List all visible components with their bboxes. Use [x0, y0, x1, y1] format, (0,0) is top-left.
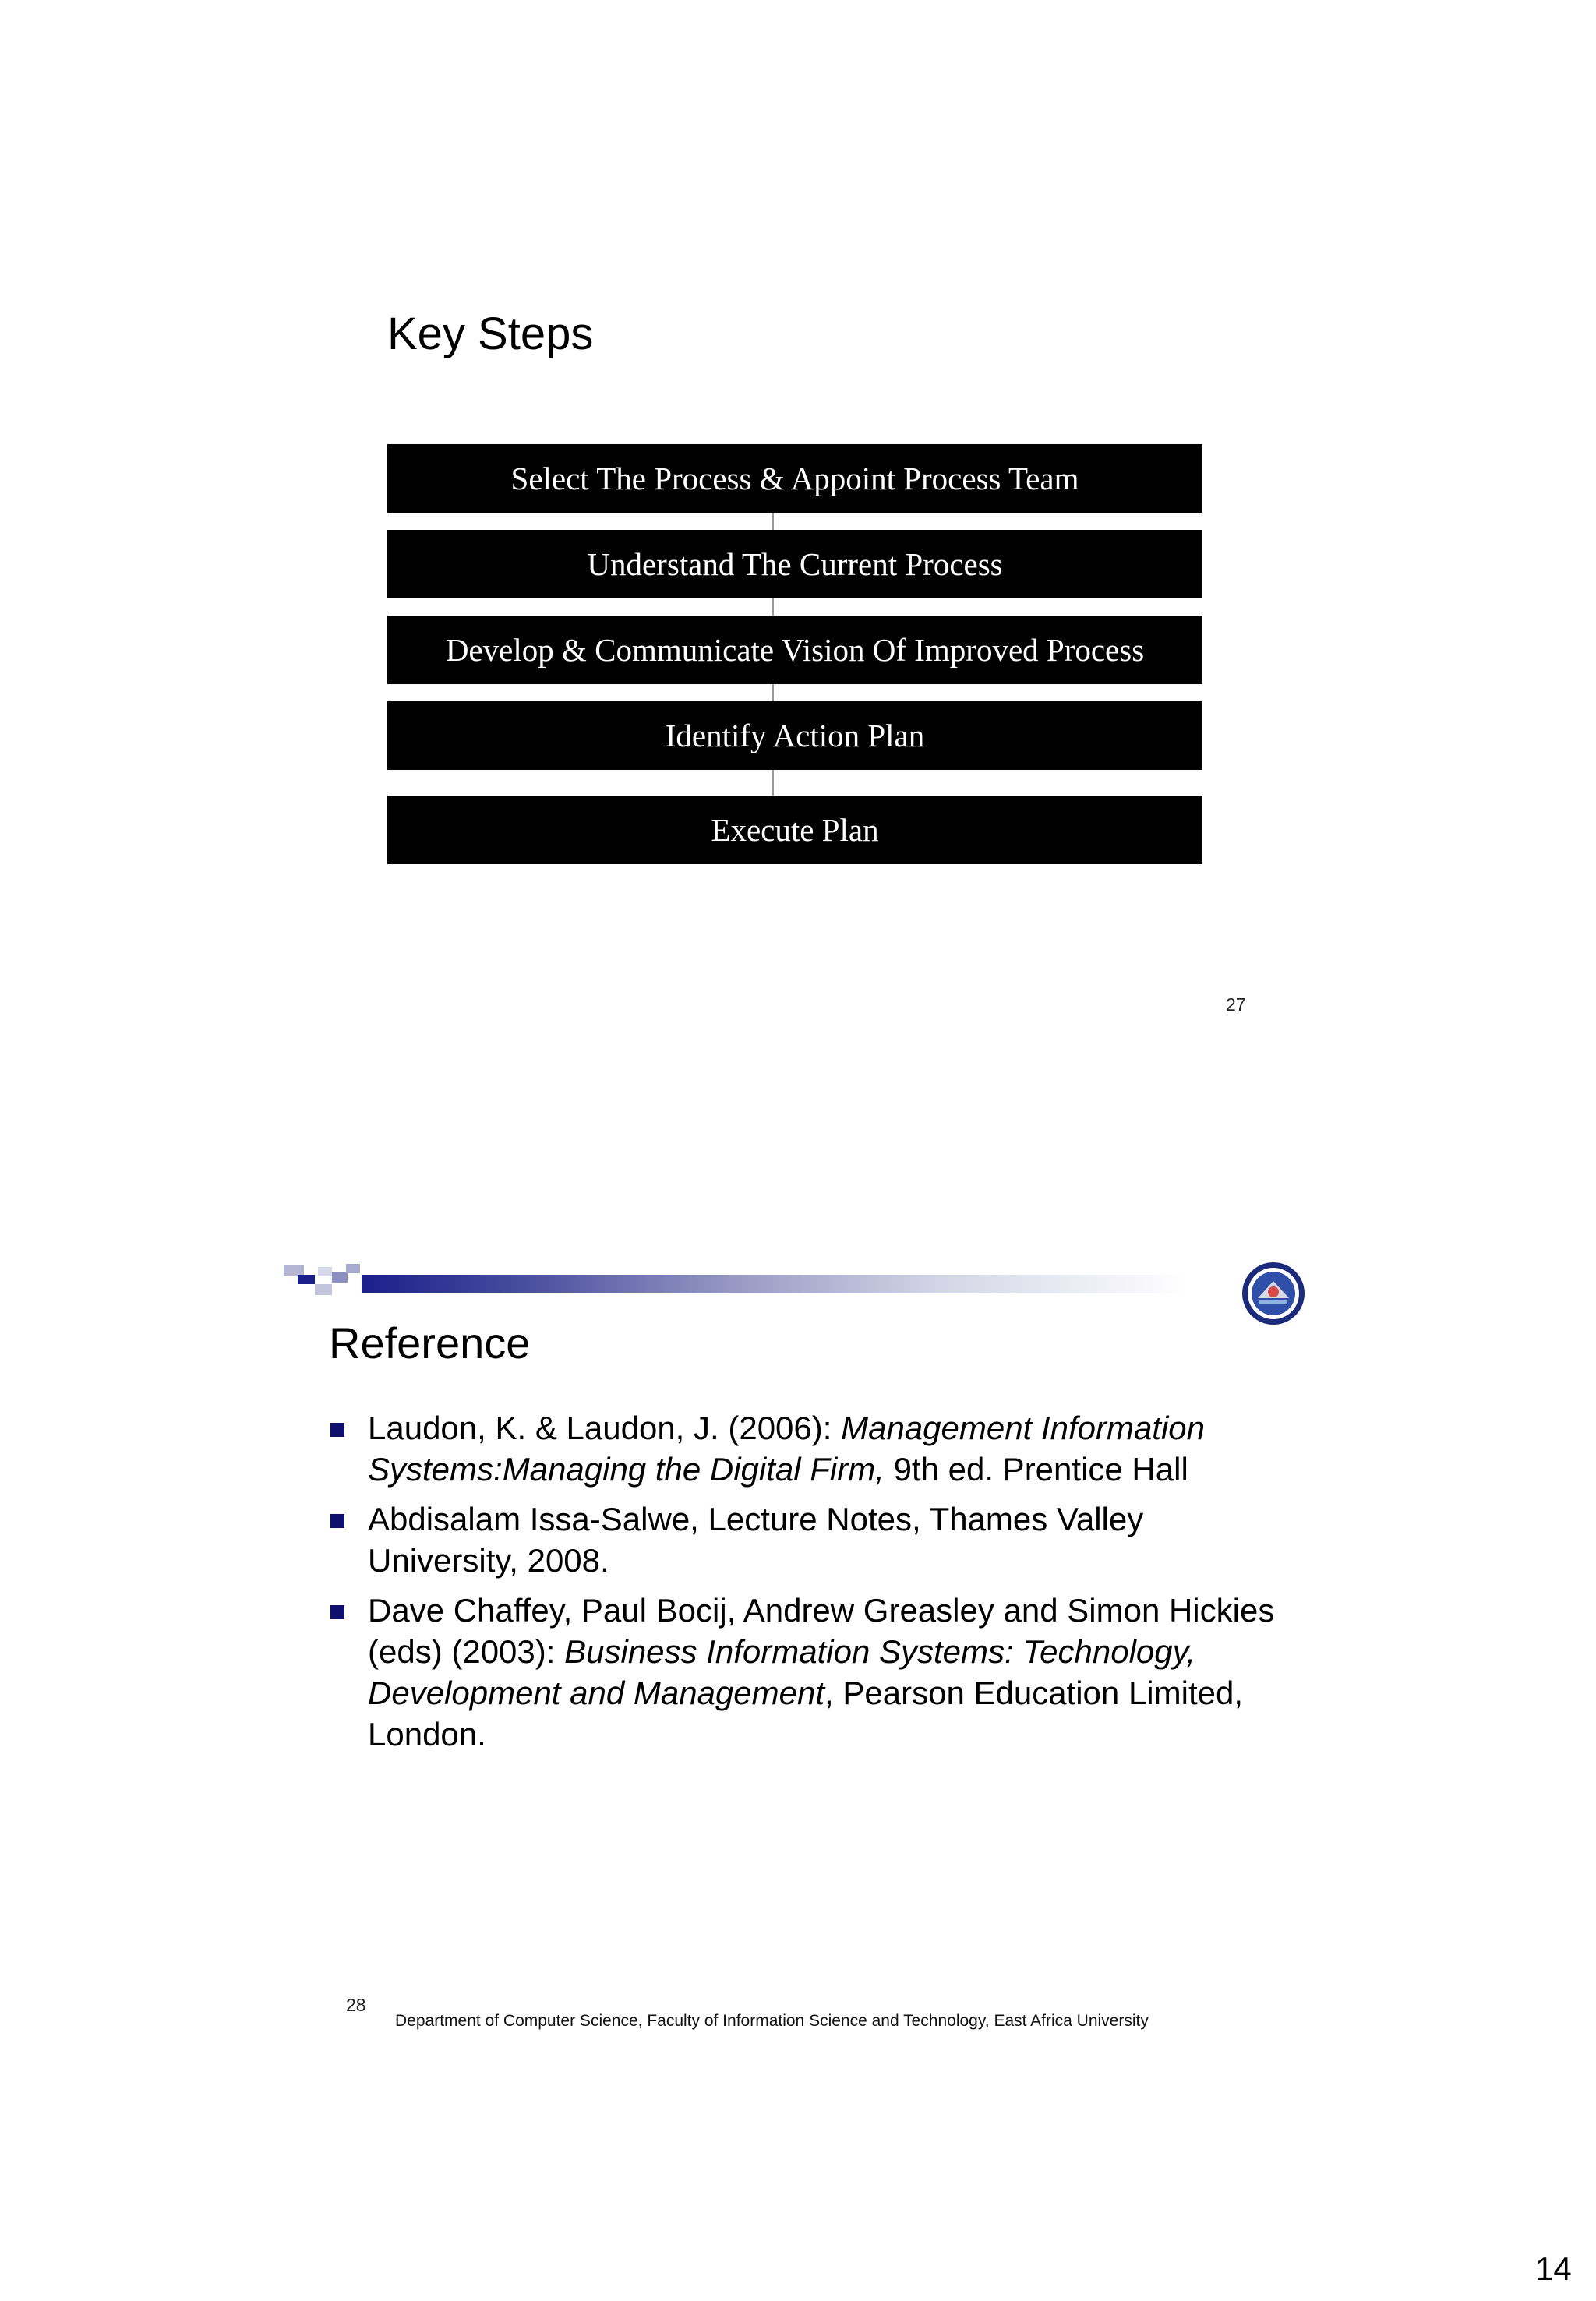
reference-list	[329, 1407, 1287, 1763]
reference-item	[329, 1407, 1287, 1490]
slide-page-number: 28	[346, 1995, 366, 2015]
banner-pixel	[332, 1272, 348, 1283]
square-bullet-icon	[330, 1605, 344, 1619]
step-box-1: Select The Process & Appoint Process Team	[387, 444, 1202, 513]
reference-item	[329, 1590, 1287, 1755]
reference-text-normal: Dave Chaffey, Paul Bocij, Andrew Greasley and Simon Hickies (eds) (2003):	[368, 1592, 1275, 1670]
step-box-5: Execute Plan	[387, 796, 1202, 864]
university-seal-icon	[1241, 1261, 1306, 1326]
slide-title-reference: Reference	[329, 1318, 531, 1368]
step-box-4: Identify Action Plan	[387, 701, 1202, 770]
reference-text-normal: , Pearson Education Limited, London.	[368, 1675, 1244, 1752]
reference-text-italic: Business Information Systems: Technology, Development and Management	[368, 1633, 1196, 1711]
reference-item	[329, 1498, 1287, 1581]
process-flow-diagram	[387, 444, 1202, 866]
banner-pixel	[346, 1264, 360, 1273]
step-box-2: Understand The Current Process	[387, 530, 1202, 598]
reference-text-normal: Abdisalam Issa-Salwe, Lecture Notes, Thames Valley University, 2008.	[368, 1501, 1144, 1579]
reference-text-italic: Management Information Systems:Managing the Digital Firm,	[368, 1410, 1206, 1488]
slide-footer: Department of Computer Science, Faculty of Information Science and Technology, East Africa University	[395, 2012, 1149, 2030]
square-bullet-icon	[330, 1514, 344, 1528]
sheet-page-number: 14	[1535, 2250, 1572, 2287]
slide-page-number: 27	[1226, 994, 1246, 1015]
banner-gradient-bar	[362, 1275, 1188, 1293]
banner-pixel	[298, 1275, 315, 1284]
slide-header-banner	[284, 1261, 1320, 1323]
reference-text-normal: 9th ed. Prentice Hall	[884, 1451, 1188, 1488]
slide-title-key-steps: Key Steps	[387, 309, 594, 359]
square-bullet-icon	[330, 1423, 344, 1437]
banner-pixel	[315, 1284, 332, 1295]
reference-text-normal: Laudon, K. & Laudon, J. (2006):	[368, 1410, 842, 1446]
step-box-3: Develop & Communicate Vision Of Improved Process	[387, 616, 1202, 684]
banner-pixel	[318, 1267, 332, 1276]
